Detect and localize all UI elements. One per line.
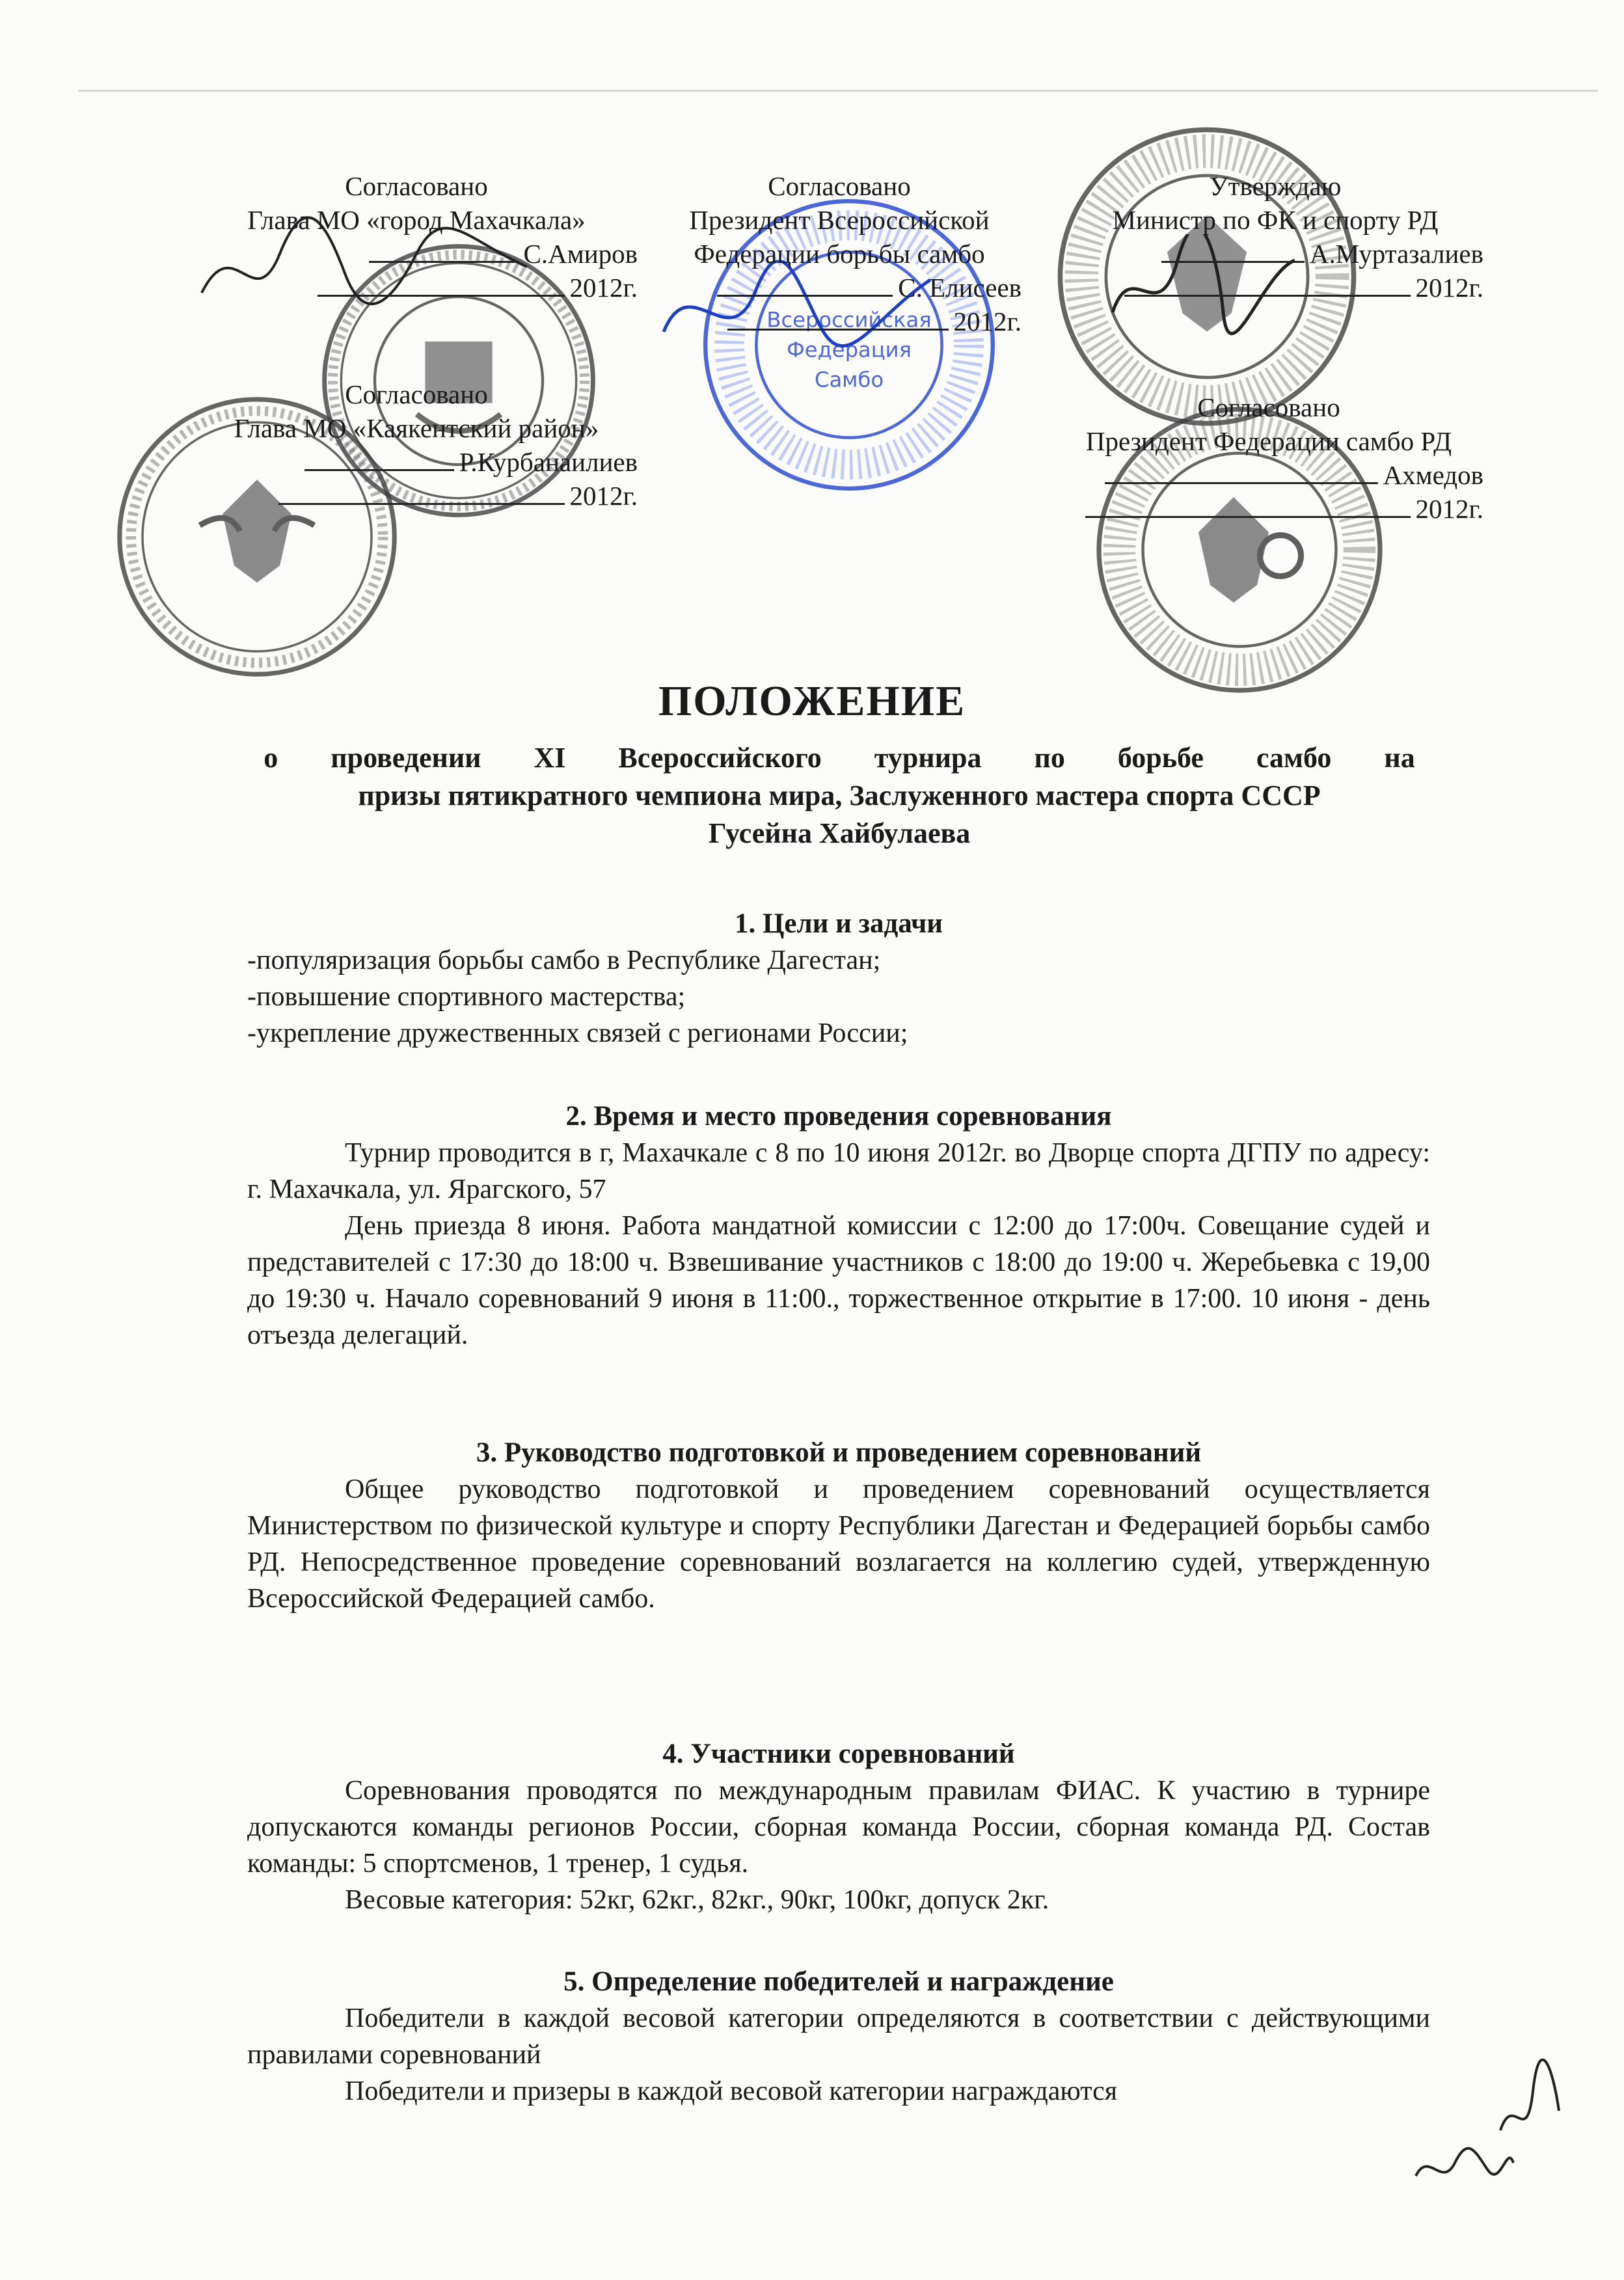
signature-line [304,447,454,471]
approval-name: А.Муртазалиев [1309,239,1483,269]
approval-name: С.Амиров [523,239,638,269]
approval-heading: Согласовано [1197,392,1340,422]
approval-right-top [1067,169,1483,305]
date-line [278,481,565,505]
paragraph: Победители и призеры в каждой весовой категории награждаются [345,2076,1118,2106]
section-time-place [247,1098,1430,1353]
date-line [1124,273,1411,297]
approval-left-top [195,169,638,305]
signature-line [1105,460,1378,484]
svg-text:Самбо: Самбо [814,367,884,392]
section-heading: 5. Определение победителей и награждение [563,1966,1114,1997]
paragraph: Весовые категория: 52кг, 62кг., 82кг., 90кг, 100кг, допуск 2кг. [345,1885,1049,1915]
section-heading: 3. Руководство подготовкой и проведением соревнований [476,1437,1202,1468]
section-management [247,1435,1430,1617]
subtitle-line: о проведении XI Всероссийского турнира по борьбе самбо на [264,742,1415,774]
approval-right-bottom [1054,390,1483,526]
approval-position: Министр по ФК и спорту РД [1112,205,1439,235]
approval-date: 2012г. [569,273,638,303]
approval-heading: Согласовано [345,379,488,409]
date-line [727,306,949,331]
signature-line [369,239,519,263]
section-goals [247,906,1430,1052]
subtitle-line: Гусейна Хайбулаева [708,817,971,849]
handwritten-initials [1403,2052,1572,2202]
section-heading: 4. Участники соревнований [662,1739,1015,1769]
approval-position: Федерации борьбы самбо [694,239,985,269]
date-line [318,273,565,297]
approval-heading: Согласовано [345,171,488,201]
approval-center [657,169,1022,338]
list-item: -популяризация борьбы самбо в Республике Дагестан; [247,945,881,975]
subtitle-line: призы пятикратного чемпиона мира, Заслуженного мастера спорта СССР [358,780,1321,811]
signature-line [1161,239,1305,263]
approval-heading: Согласовано [768,171,911,201]
paragraph: Соревнования проводятся по международным правилам ФИАС. К участию в турнире допускаются команды регионов России, сборная команда России, сборная команда РД. Состав команды: 5 спортсменов, 1 тренер, 1 судья. [247,1776,1430,1879]
signature-line [717,273,893,297]
section-winners [247,1964,1430,2110]
paragraph: Общее руководство подготовкой и проведением соревнований осуществляется Министерством по физической культуре и спорту Республики Дагестан и Федерацией борьбы самбо РД. Непосредственное проведение соревнований возлагается на коллегию судей, утвержденную Всероссийской Федерацией самбо. [247,1474,1430,1614]
approval-date: 2012г. [1415,494,1483,524]
approval-date: 2012г. [953,306,1022,336]
approval-date: 2012г. [569,481,638,511]
approval-date: 2012г. [1415,273,1483,303]
approval-position: Президент Всероссийской [689,205,990,235]
svg-text:Всероссийская: Всероссийская [766,307,932,332]
approval-position: Президент Федерации самбо РД [1085,426,1452,456]
date-line [1085,494,1411,518]
section-participants [247,1736,1430,1918]
section-heading: 1. Цели и задачи [734,908,943,939]
approval-left-bottom [195,377,638,513]
approval-heading: Утверждаю [1209,171,1342,201]
document-subtitle [247,739,1431,852]
approval-position: Глава МО «город Махачкала» [247,205,586,235]
paragraph: Турнир проводится в г, Махачкале с 8 по 10 июня 2012г. во Дворце спорта ДГПУ по адресу: г. Махачкала, ул. Ярагского, 57 [247,1138,1430,1204]
approval-position: Глава МО «Каякентский район» [234,413,599,443]
list-item: -укрепление дружественных связей с регионами России; [247,1018,908,1048]
svg-text:Федерация: Федерация [787,337,912,362]
scan-edge [78,90,1598,92]
paragraph: День приезда 8 июня. Работа мандатной комиссии с 12:00 до 17:00ч. Совещание судей и представителей с 17:30 до 18:00 ч. Взвешивание участников с 18:00 до 19:00 ч. Жеребьевка с 19,00 до 19:30 ч. Начало соревнований 9 июня в 11:00., торжественное открытие в 17:00. 10 июня - день отъезда делегаций. [247,1211,1430,1350]
approval-name: С. Елисеев [898,273,1022,303]
approval-name: Р.Курбанаилиев [459,447,638,477]
section-heading: 2. Время и место проведения соревнования [565,1101,1112,1132]
approval-name: Ахмедов [1383,460,1483,490]
document-title: ПОЛОЖЕНИЕ [658,677,966,725]
list-item: -повышение спортивного мастерства; [247,982,686,1012]
paragraph: Победители в каждой весовой категории определяются в соответствии с действующими правилами соревнований [247,2003,1430,2070]
